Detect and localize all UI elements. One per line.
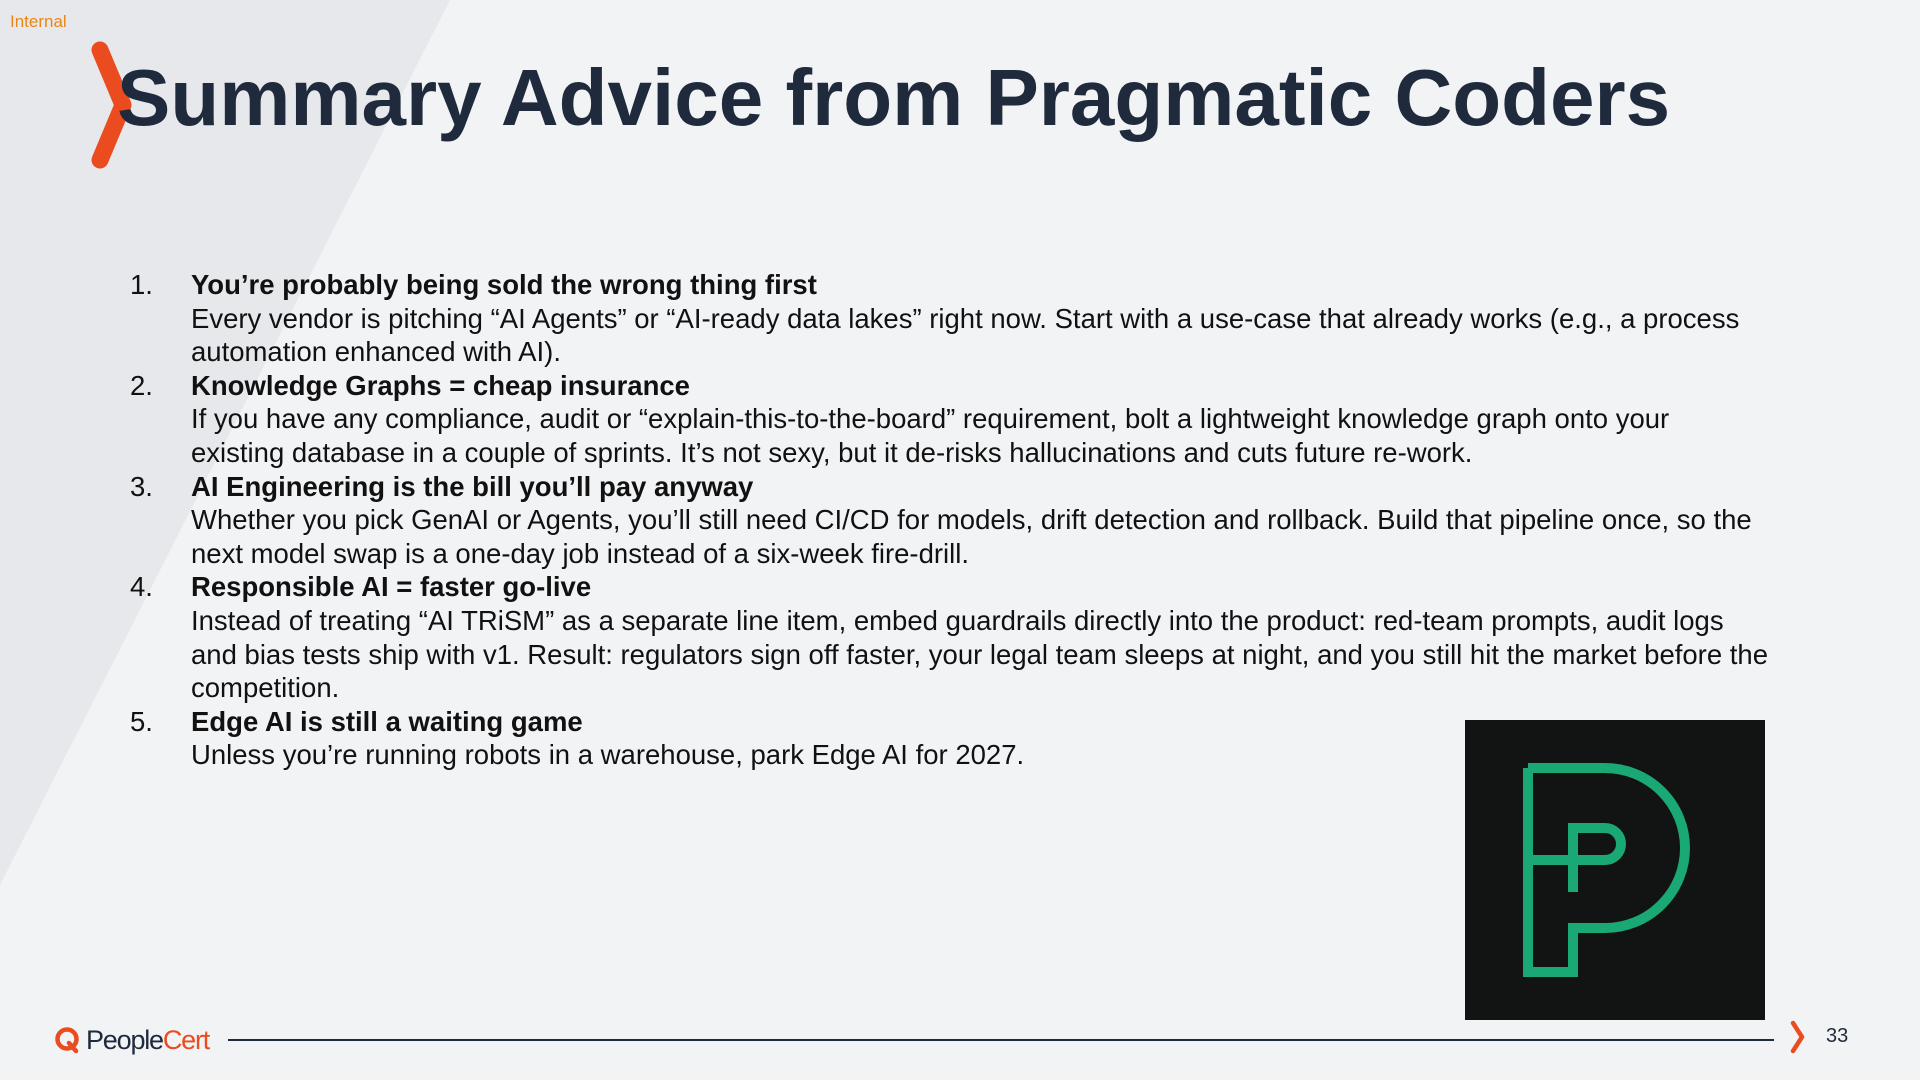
page-number: 33 (1826, 1025, 1849, 1047)
pragmatic-coders-logo (1465, 720, 1765, 1020)
advice-text: Every vendor is pitching “AI Agents” or “AI-ready data lakes” right now. Start with a use-case that already works (e.g., a process automation enhanced with AI). (191, 302, 1740, 368)
chevron-right-icon (1789, 1020, 1807, 1054)
advice-text: Unless you’re running robots in a warehouse, park Edge AI for 2027. (191, 739, 1025, 771)
peoplecert-logo-icon (54, 1026, 80, 1054)
advice-text: Whether you pick GenAI or Agents, you’ll still need CI/CD for models, drift detection and rollback. Build that pipeline once, so the next model swap is a one-day job instead of a six-week fire-drill. (191, 504, 1752, 569)
advice-number: 1. (130, 269, 153, 300)
advice-number: 2. (130, 369, 153, 401)
page-title: Summary Advice from Pragmatic Coders (117, 53, 1671, 142)
advice-heading: Knowledge Graphs = cheap insurance (191, 369, 690, 401)
advice-list (130, 268, 1770, 772)
classification-label: Internal (10, 12, 67, 31)
pragmatic-coders-logo-icon (1465, 720, 1765, 1020)
advice-number: 5. (130, 705, 153, 737)
footer-divider (228, 1039, 1774, 1041)
advice-item (130, 570, 1770, 704)
advice-heading: AI Engineering is the bill you’ll pay anyway (191, 470, 754, 502)
advice-text: If you have any compliance, audit or “explain-this-to-the-board” requirement, bolt a lightweight knowledge graph onto your existing database in a couple of sprints. It’s not sexy, but it de-risks hallucinations and cuts future re-work. (191, 403, 1670, 468)
peoplecert-wordmark (86, 1025, 209, 1056)
advice-heading: You’re probably being sold the wrong thing first (191, 269, 817, 300)
advice-heading: Edge AI is still a waiting game (191, 705, 583, 737)
brand-people: People (86, 1024, 163, 1055)
advice-item (130, 369, 1770, 470)
advice-number: 3. (130, 470, 153, 502)
advice-item (130, 470, 1770, 571)
advice-item (130, 268, 1770, 369)
peoplecert-logo (54, 1020, 209, 1060)
brand-cert: Cert (162, 1024, 210, 1055)
advice-number: 4. (130, 571, 153, 603)
advice-text: Instead of treating “AI TRiSM” as a separate line item, embed guardrails directly into the product: red-team prompts, audit logs and bias tests ship with v1. Result: regulators sign off faster, your legal team sleeps at night, and you still hit the market before the competition. (191, 604, 1769, 704)
advice-heading: Responsible AI = faster go-live (191, 571, 592, 603)
